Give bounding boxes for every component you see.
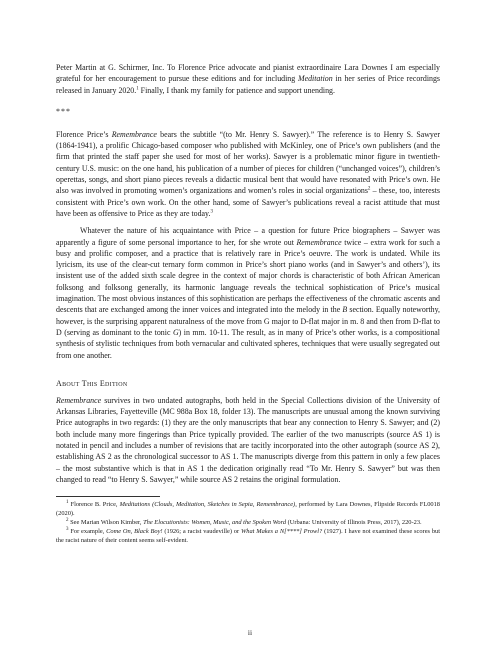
- text-span: Florence Price’s: [56, 129, 112, 139]
- footnote-divider: [56, 496, 160, 497]
- footnote-ref-2: 2: [367, 186, 371, 192]
- work-title: Remembrance: [56, 395, 102, 405]
- text-span: For example,: [68, 527, 107, 535]
- body-paragraph-acquaintance: [56, 225, 440, 361]
- acknowledgments-paragraph: [56, 62, 440, 96]
- footnote-number: 1: [66, 500, 69, 506]
- key-label: G: [172, 327, 179, 337]
- book-title: The Elocutionists: Women, Music, and the Spoken Word: [143, 519, 287, 527]
- text-span: Finally, I thank my family for patience and support unending.: [138, 85, 335, 95]
- text-span: twice – extra work for such a busy and prolific composer, and a practice that is relatively rare in Price’s oeuvre. The work is undated. While its lyricism, its use of the clear-cut ternary form common in Price’s short piano works (and in Sawyer’s and others’), its insistent use of the added sixth scale degree in the context of major chords is characteristic of both African American folksong and folksong generally, its harmonic language reveals the technical sophistication of Price’s musical imagination. The most obvious instances of this sophistication are perhaps the effectiveness of the chromatic ascents and descents that are exchanged among the inner voices and integrated into the melody in the: [56, 237, 440, 315]
- text-span: section. Equally noteworthy, however, is the surprising apparent naturalness of the move from G major to D-flat major in m. 8 and then from D-flat to D (serving as dominant to the tonic: [56, 305, 440, 337]
- work-title: What Makes a N[****] Prowl?: [240, 527, 323, 535]
- document-page: [56, 62, 440, 546]
- text-span: (1926; a racist vaudeville) or: [162, 527, 241, 535]
- work-title: Remembrance: [111, 129, 157, 139]
- text-span: in her series of Price recordings released in January 2020.: [56, 74, 440, 95]
- footnote-2: [56, 519, 440, 528]
- text-span: Florence B. Price,: [68, 501, 120, 509]
- text-span: Whatever the nature of his acquaintance with Price – a question for future Price biographers – Sawyer was apparently a figure of some personal importance to her, for she wrote out: [56, 226, 440, 247]
- text-span: ) in mm. 10-11. The result, as in many of Price’s other works, is a compositional synthesis of stylistic techniques from both vernacular and cultivated spheres, techniques that were usually segregated out from one another.: [56, 327, 440, 360]
- body-paragraph-edition: [56, 395, 440, 485]
- footnote-ref-3: 3: [210, 209, 213, 215]
- footnote-ref-1: 1: [136, 85, 139, 91]
- text-span: , performed by Lara Downes, Flipside Records FL0018 (2020).: [56, 501, 440, 518]
- section-heading: About This Edition: [56, 378, 128, 388]
- footnote-number: 2: [66, 517, 69, 523]
- footnote-number: 3: [66, 526, 69, 532]
- section-separator: ***: [56, 106, 71, 116]
- text-span: – these, too, interests consistent with Price’s own work. On the other hand, some of Sawyer’s publications reveal a racist attitude that must have been as offensive to Price as they are today.: [56, 186, 440, 218]
- text-span: survives in two undated autographs, both held in the Special Collections division of the University of Arkansas Libraries, Fayetteville (MC 988a Box 18, folder 13). The manuscripts are unusual among the known surviving Price autographs in two regards: (1) they are the only manuscripts that bear any connection to Henry S. Sawyer; and (2) both include many more fingerings than Price typically provided. The earlier of the two manuscripts (source AS 1) is notated in pencil and includes a number of revisions that are tacitly incorporated into the other autograph (source AS 2), establishing AS 2 as the chronological successor to AS 1. The manuscripts diverge from this pattern in only a few places – the most substantive which is that in AS 1 the dedication originally read “To Mr. Henry S. Sawyer” but was then changed to read “to Henry S. Sawyer,” while source AS 2 retains the original formulation.: [56, 395, 440, 484]
- body-paragraph-remembrance: [56, 129, 440, 219]
- text-span: (1927). I have not examined these scores but the racist nature of their content seems self-evident.: [56, 527, 441, 544]
- work-title: Come On, Black Boy!: [106, 527, 163, 535]
- text-span: See Marian Wilson Kimber,: [68, 519, 144, 527]
- footnote-3: [56, 528, 440, 546]
- text-span: (Urbana: University of Illinois Press, 2017), 220-23.: [286, 519, 422, 527]
- footnote-1: [56, 501, 440, 519]
- page-number: ii: [247, 628, 253, 637]
- album-title: Meditations (Clouds, Meditation, Sketches in Sepia, Remembrance): [119, 501, 296, 509]
- section-label: B: [342, 305, 348, 315]
- work-title: Remembrance: [296, 237, 342, 247]
- work-title: Meditation: [298, 74, 333, 84]
- text-span: bears the subtitle “(to Mr. Henry S. Sawyer).” The reference is to Henry S. Sawyer (1864-1941), a prolific Chicago-based composer who published with McKinley, one of Price’s own publishers (and the firm that printed the staff paper she used for most of her works). Sawyer is a problematic minor figure in twentieth-century U.S. music: on the one hand, his publication of a number of pieces for children (“unchanged voices”), children’s operettas, songs, and short piano pieces reveals a didactic musical bent that would have resonated with Price’s own. He also was involved in promoting women’s organizations and women’s roles in social organizations: [56, 129, 441, 196]
- text-span: Peter Martin at G. Schirmer, Inc. To Florence Price advocate and pianist extraordinaire Lara Downes I am especially grateful for her encouragement to pursue these editions and for including: [56, 63, 440, 84]
